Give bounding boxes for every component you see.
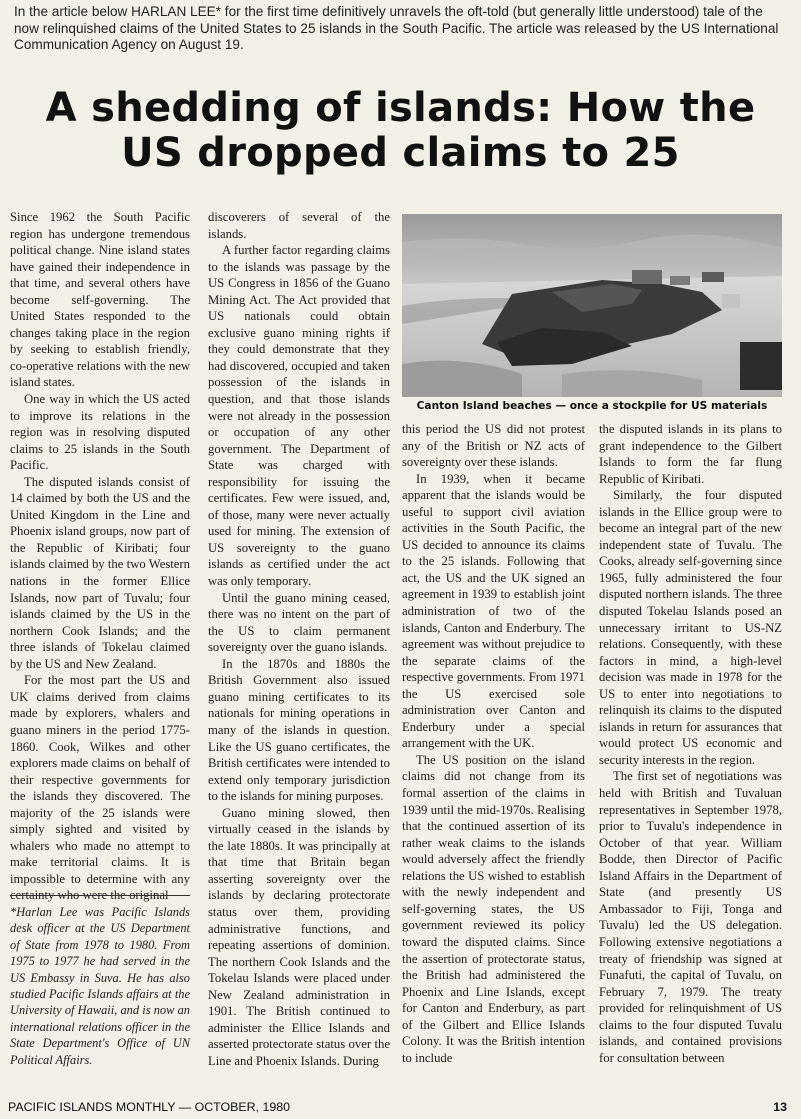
paragraph: In the 1870s and 1880s the British Government also issued guano mining certificates to its nationals for mining operations in many of the islands in question. Like the US guano certificates, the British certificates were intended to extend only temporary jurisdiction to the islands for mining purposes. bbox=[208, 656, 390, 804]
paragraph: Until the guano mining ceased, there was no intent on the part of the US to claim permanent sovereignty over the guano islands. bbox=[208, 590, 390, 655]
article-column-3 bbox=[402, 421, 585, 1091]
page-number: 13 bbox=[773, 1100, 787, 1114]
paragraph: Similarly, the four disputed islands in the Ellice group were to become an integral part of the new independent state of Tuvalu. The Cooks, already self-governing since 1965, fully administered the four disputed northern islands. The three disputed Tokelau Islands posed an unnecessary irritant to US-NZ relations. Consequently, with these factors in mind, a high-level decision was made in 1978 for the US to enter into negotiations to relinquish its claims to the disputed islands in return for assurances that would protect US economic and security interests in the region. bbox=[599, 488, 782, 767]
paragraph: Guano mining slowed, then virtually ceased in the islands by the late 1880s. It was principally at that time that Britain began asserting sovereignty over the islands by declaring protectorate status over them, providing administrative functions, and repeating assertions of dominion. The northern Cook Islands and the Tokelau Islands were placed under New Zealand administration in 1901. The British continued to administer the Ellice Islands and asserted protectorate status over the Line and Phoenix Islands. During bbox=[208, 805, 390, 1068]
headline bbox=[0, 86, 801, 176]
paragraph: One way in which the US acted to improve its relations in the region was in resolving disputed claims to 25 islands in the South Pacific. bbox=[10, 392, 190, 473]
intro-paragraph: In the article below HARLAN LEE* for the first time definitively unravels the oft-told (but generally little understood) tale of the now relinquished claims of the United States to 25 islands in the South Pacific. The article was released by the US International Communication Agency on August 19. bbox=[14, 4, 779, 52]
article-column-1 bbox=[10, 209, 190, 903]
paragraph: discoverers of several of the islands. bbox=[208, 210, 390, 241]
paragraph: the disputed islands in its plans to grant independence to the Gilbert Islands to form the far flung Republic of Kiribati. bbox=[599, 422, 782, 486]
photo-caption: Canton Island beaches — once a stockpile for US materials bbox=[416, 400, 768, 412]
paragraph: The disputed islands consist of 14 claimed by both the US and the United Kingdom in the Line and Phoenix island groups, now part of the Republic of Kiribati; four islands claimed by the two Western nations in the former Ellice Islands, now part of Tuvalu; four islands claimed by the US in the northern Cook Islands; and the three islands of Tokelau claimed by the US and New Zealand. bbox=[10, 474, 190, 671]
footnote-divider bbox=[10, 895, 190, 896]
photo-illustration bbox=[402, 214, 782, 397]
paragraph: A further factor regarding claims to the islands was passage by the US Congress in 1856 of the Guano Mining Act. The Act provided that US nationals could obtain exclusive guano mining rights if they could demonstrate that they had discovered, occupied and taken possession of the islands in question, and that those islands were not already in the possession or occupation of any other government. The Department of State was charged with responsibility for issuing the certificates. Few were issued, and, of those, many were never actually used for mining. The extension of US sovereignty to the guano islands as certified under the act was only temporary. bbox=[208, 243, 390, 589]
paragraph: In 1939, when it became apparent that the islands would be useful to support civil aviation activities in the South Pacific, the US decided to announce its claims to the 25 islands. Following that act, the US and the UK signed an agreement in 1939 to establish joint administration of two of the islands, Canton and Enderbury. The agreement was without prejudice to the separate claims of the respective governments. From 1971 the US exercised sole administration over Canton and Enderbury under a special arrangement with the UK. bbox=[402, 471, 585, 751]
headline-line-1: A shedding of islands: How the bbox=[45, 85, 756, 131]
article-column-4 bbox=[599, 421, 782, 1091]
paragraph: For the most part the US and UK claims derived from claims made by explorers, whalers and guano miners in the period 1775-1860. Cook, Wilkes and other explorers made claims on behalf of their respective governments for the islands they discovered. The majority of the 25 islands were simply sighted and visited by whalers who made no attempt to make territorial claims. It is impossible to determine with any certainty who were the original bbox=[10, 673, 190, 903]
canton-island-photo bbox=[402, 214, 782, 397]
paragraph: The first set of negotiations was held with British and Tuvaluan representatives in September 1978, prior to Tuvalu's independence in October of that year. William Bodde, then Director of Pacific Island Affairs in the Department of State (and presently US Ambassador to Fiji, Tonga and Tuvalu) led the US delegation. Following extensive negotiations a treaty of friendship was signed at Funafuti, the capital of Tuvalu, on February 7, 1979. The treaty provided for relinquishment of US claims to the four disputed Tuvalu islands, and contained provisions for consultation between bbox=[599, 769, 782, 1065]
paragraph: this period the US did not protest any of the British or NZ acts of sovereignty over these islands. bbox=[402, 422, 585, 470]
article-column-2 bbox=[208, 209, 390, 1089]
paragraph: The US position on the island claims did not change from its formal assertion of the claims in 1939 until the mid-1970s. Realising that the continued assertion of its rather weak claims to the islands would adversely affect the friendly relations the US wished to establish with the newly independent and self-governing states, the US government reviewed its policy toward the disputed claims. Since the assertion of protectorate status, the British had administered the Phoenix and Line Islands, except for Canton and Enderbury, as part of the Gilbert and Ellice Islands Colony. It was the British intention to include bbox=[402, 752, 585, 1065]
paragraph: Since 1962 the South Pacific region has undergone tremendous political change. Nine island states have gained their independence in that time, and several others have become self-governing. The United States responded to the changes taking place in the region by seeking to establish friendly, co-operative relations with the new island states. bbox=[10, 210, 190, 390]
headline-line-2: US dropped claims to 25 bbox=[121, 130, 680, 176]
author-footnote: *Harlan Lee was Pacific Islands desk officer at the US Department of State from 1978 to 1980. From 1975 to 1977 he had served in the US Embassy in Suva. He has also studied Pacific Islands affairs at the University of Hawaii, and is now an international relations officer in the State Department's Office of UN Political Affairs. bbox=[10, 905, 190, 1067]
publication-footer: PACIFIC ISLANDS MONTHLY — OCTOBER, 1980 bbox=[8, 1100, 291, 1114]
